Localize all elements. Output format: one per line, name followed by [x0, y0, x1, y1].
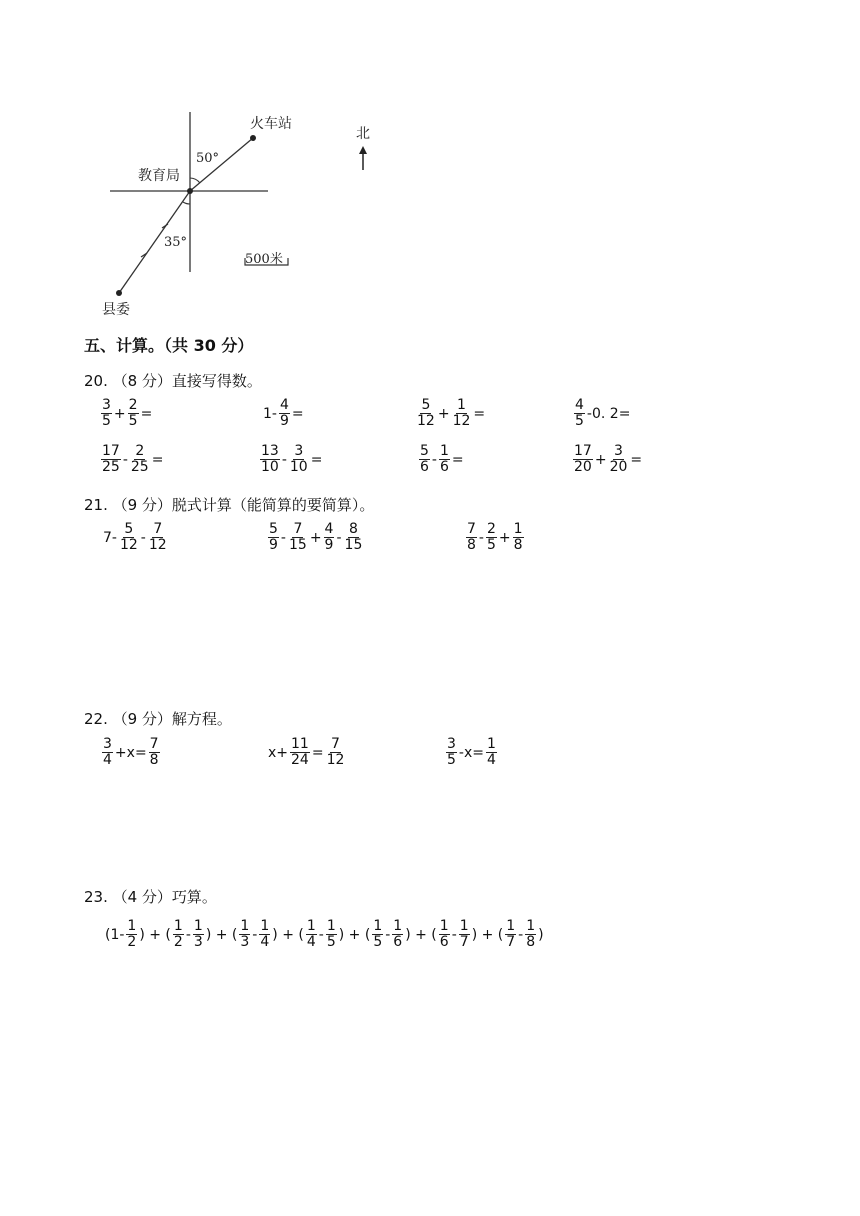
numerator: 1 — [127, 918, 137, 934]
operator-text: -0. 2= — [586, 405, 631, 422]
fraction — [260, 444, 280, 476]
fraction — [459, 919, 470, 951]
numerator: 7 — [293, 521, 303, 537]
operator-text: - — [385, 926, 391, 943]
denominator: 24 — [291, 752, 309, 769]
fraction — [102, 737, 113, 769]
denominator: 7 — [506, 934, 516, 951]
numerator: 7 — [149, 736, 159, 752]
operator-text: ) + ( — [405, 926, 437, 943]
station-label: 火车站 — [250, 116, 292, 132]
fraction — [193, 919, 204, 951]
fraction — [513, 522, 524, 554]
numerator: 3 — [447, 736, 456, 752]
q21-title: 21. （9 分）脱式计算（能简算的要简算）。 — [84, 496, 375, 514]
operator-text: ) + ( — [272, 926, 304, 943]
operator-text: -x= — [458, 744, 484, 761]
denominator: 15 — [344, 537, 363, 554]
angle-ne-label: 50° — [196, 151, 220, 166]
numerator: 7 — [467, 521, 476, 537]
operator-text: - — [280, 529, 286, 546]
fraction — [126, 919, 137, 951]
fraction — [609, 444, 629, 476]
denominator: 6 — [420, 459, 429, 476]
operator-text: = — [151, 451, 164, 468]
numerator: 1 — [439, 918, 449, 934]
numerator: 1 — [173, 918, 183, 934]
fraction — [279, 398, 290, 430]
denominator: 25 — [102, 459, 120, 476]
operator-text: = — [291, 405, 304, 422]
q20-item — [259, 444, 323, 476]
fraction — [505, 919, 516, 951]
numerator: 17 — [574, 443, 592, 459]
denominator: 5 — [373, 934, 383, 951]
numerator: 4 — [324, 521, 334, 537]
county-label: 县委 — [102, 302, 130, 318]
operator-text: = — [311, 744, 324, 761]
fraction — [486, 522, 497, 554]
numerator: 17 — [102, 443, 120, 459]
denominator: 2 — [173, 934, 183, 951]
north-label: 北 — [356, 126, 370, 142]
denominator: 5 — [447, 752, 456, 769]
station-point — [250, 135, 256, 141]
operator-text: ) + ( — [205, 926, 238, 943]
fraction — [306, 919, 317, 951]
fraction — [101, 398, 112, 430]
numerator: 2 — [135, 443, 145, 459]
county-point — [116, 290, 122, 296]
operator-text: = — [140, 405, 153, 422]
denominator: 8 — [467, 537, 476, 554]
operator-text: = — [473, 405, 486, 422]
fraction — [452, 398, 472, 430]
operator-text: - — [478, 529, 484, 546]
numerator: 5 — [421, 397, 431, 413]
denominator: 20 — [574, 459, 592, 476]
q23-title: 23. （4 分）巧算。 — [84, 888, 217, 906]
denominator: 5 — [102, 413, 111, 430]
denominator: 5 — [575, 413, 584, 430]
denominator: 4 — [306, 934, 316, 951]
operator-text: - — [336, 529, 342, 546]
fraction — [466, 522, 477, 554]
numerator: 1 — [326, 918, 336, 934]
numerator: 3 — [614, 443, 623, 459]
denominator: 8 — [513, 537, 523, 554]
q20-item — [573, 398, 631, 430]
numerator: 2 — [128, 397, 138, 413]
numerator: 7 — [331, 736, 340, 752]
numerator: 1 — [240, 918, 250, 934]
operator-text: (1- — [105, 926, 125, 943]
fraction — [324, 522, 335, 554]
operator-text: - — [431, 451, 437, 468]
fraction — [259, 919, 270, 951]
q20-item — [100, 398, 153, 430]
q20-title: 20. （8 分）直接写得数。 — [84, 372, 262, 390]
fraction — [268, 522, 279, 554]
q22-item — [101, 737, 161, 769]
operator-text: - — [122, 451, 128, 468]
denominator: 6 — [439, 459, 449, 476]
numerator: 13 — [261, 443, 279, 459]
fraction — [288, 522, 308, 554]
operator-text: + — [498, 529, 511, 546]
fraction — [128, 398, 139, 430]
fraction — [239, 919, 250, 951]
denominator: 9 — [279, 413, 289, 430]
bureau-label: 教育局 — [138, 168, 180, 184]
operator-text: = — [630, 451, 643, 468]
operator-text: + — [113, 405, 126, 422]
numerator: 8 — [348, 521, 358, 537]
fraction — [419, 444, 430, 476]
denominator: 4 — [103, 752, 112, 769]
q20-item — [418, 444, 465, 476]
denominator: 12 — [326, 752, 345, 769]
q22-item — [445, 737, 498, 769]
operator-text: - — [281, 451, 287, 468]
denominator: 6 — [393, 934, 403, 951]
denominator: 12 — [452, 413, 471, 430]
fraction — [148, 522, 168, 554]
denominator: 8 — [149, 752, 159, 769]
denominator: 20 — [609, 459, 628, 476]
numerator: 1 — [487, 736, 496, 752]
denominator: 5 — [486, 537, 496, 554]
denominator: 7 — [459, 934, 469, 951]
fraction — [326, 919, 337, 951]
denominator: 10 — [289, 459, 308, 476]
fraction — [439, 919, 450, 951]
denominator: 5 — [326, 934, 336, 951]
operator-text: 7- — [103, 529, 117, 546]
angle-sw-label: 35° — [164, 235, 188, 250]
numerator: 5 — [124, 521, 134, 537]
fraction — [573, 444, 593, 476]
q21-item — [465, 522, 525, 554]
numerator: 2 — [486, 521, 496, 537]
operator-text: ) + ( — [471, 926, 504, 943]
denominator: 8 — [526, 934, 536, 951]
direction-diagram — [100, 100, 375, 322]
operator-text: - — [518, 926, 524, 943]
denominator: 10 — [261, 459, 279, 476]
numerator: 1 — [459, 918, 469, 934]
fraction — [149, 737, 160, 769]
numerator: 11 — [291, 736, 309, 752]
operator-text: ) + ( — [139, 926, 171, 943]
q20-item — [572, 444, 643, 476]
fraction — [416, 398, 436, 430]
denominator: 12 — [148, 537, 167, 554]
operator-text: - — [318, 926, 324, 943]
q22-title: 22. （9 分）解方程。 — [84, 710, 232, 728]
fraction — [289, 444, 309, 476]
numerator: 1 — [260, 918, 270, 934]
denominator: 3 — [240, 934, 250, 951]
q21-item — [102, 522, 169, 554]
denominator: 4 — [260, 934, 270, 951]
numerator: 5 — [269, 521, 278, 537]
fraction — [486, 737, 497, 769]
fraction — [392, 919, 403, 951]
q21-item — [267, 522, 364, 554]
numerator: 7 — [153, 521, 163, 537]
denominator: 12 — [119, 537, 138, 554]
fraction — [290, 737, 310, 769]
operator-text: 1- — [263, 405, 277, 422]
fraction — [372, 919, 383, 951]
operator-text: ) — [538, 926, 544, 943]
denominator: 4 — [487, 752, 496, 769]
fraction — [326, 737, 346, 769]
denominator: 5 — [128, 413, 138, 430]
operator-text: = — [451, 451, 464, 468]
operator-text: + — [309, 529, 322, 546]
q20-item — [415, 398, 486, 430]
numerator: 1 — [513, 521, 523, 537]
operator-text: - — [140, 529, 146, 546]
operator-text: ) + ( — [338, 926, 371, 943]
q22-item — [267, 737, 346, 769]
numerator: 1 — [457, 397, 466, 413]
operator-text: x+ — [268, 744, 289, 761]
numerator: 1 — [526, 918, 536, 934]
operator-text: - — [252, 926, 258, 943]
fraction — [173, 919, 184, 951]
bureau-point — [187, 188, 193, 194]
denominator: 9 — [269, 537, 278, 554]
numerator: 1 — [306, 918, 316, 934]
operator-text: + — [594, 451, 607, 468]
denominator: 2 — [127, 934, 137, 951]
section-title: 五、计算。（共 30 分） — [84, 336, 254, 355]
denominator: 3 — [193, 934, 203, 951]
fraction — [439, 444, 450, 476]
operator-text: = — [310, 451, 323, 468]
denominator: 25 — [130, 459, 149, 476]
numerator: 3 — [103, 736, 112, 752]
numerator: 4 — [575, 397, 584, 413]
numerator: 1 — [193, 918, 203, 934]
q23-expression — [104, 919, 545, 951]
operator-text: + — [437, 405, 450, 422]
numerator: 1 — [373, 918, 383, 934]
numerator: 3 — [294, 443, 304, 459]
fraction — [344, 522, 364, 554]
numerator: 4 — [279, 397, 289, 413]
numerator: 1 — [506, 918, 516, 934]
numerator: 3 — [102, 397, 111, 413]
fraction — [525, 919, 536, 951]
operator-text: +x= — [114, 744, 147, 761]
numerator: 1 — [393, 918, 403, 934]
operator-text: - — [185, 926, 191, 943]
fraction — [446, 737, 457, 769]
q20-item — [262, 398, 305, 430]
operator-text: - — [451, 926, 457, 943]
fraction — [130, 444, 150, 476]
denominator: 12 — [417, 413, 435, 430]
fraction — [101, 444, 121, 476]
denominator: 6 — [439, 934, 449, 951]
numerator: 5 — [420, 443, 429, 459]
q20-item — [100, 444, 164, 476]
denominator: 15 — [288, 537, 307, 554]
scale-label: 500米 — [245, 252, 283, 267]
denominator: 9 — [324, 537, 334, 554]
fraction — [119, 522, 139, 554]
fraction — [574, 398, 585, 430]
numerator: 1 — [439, 443, 449, 459]
